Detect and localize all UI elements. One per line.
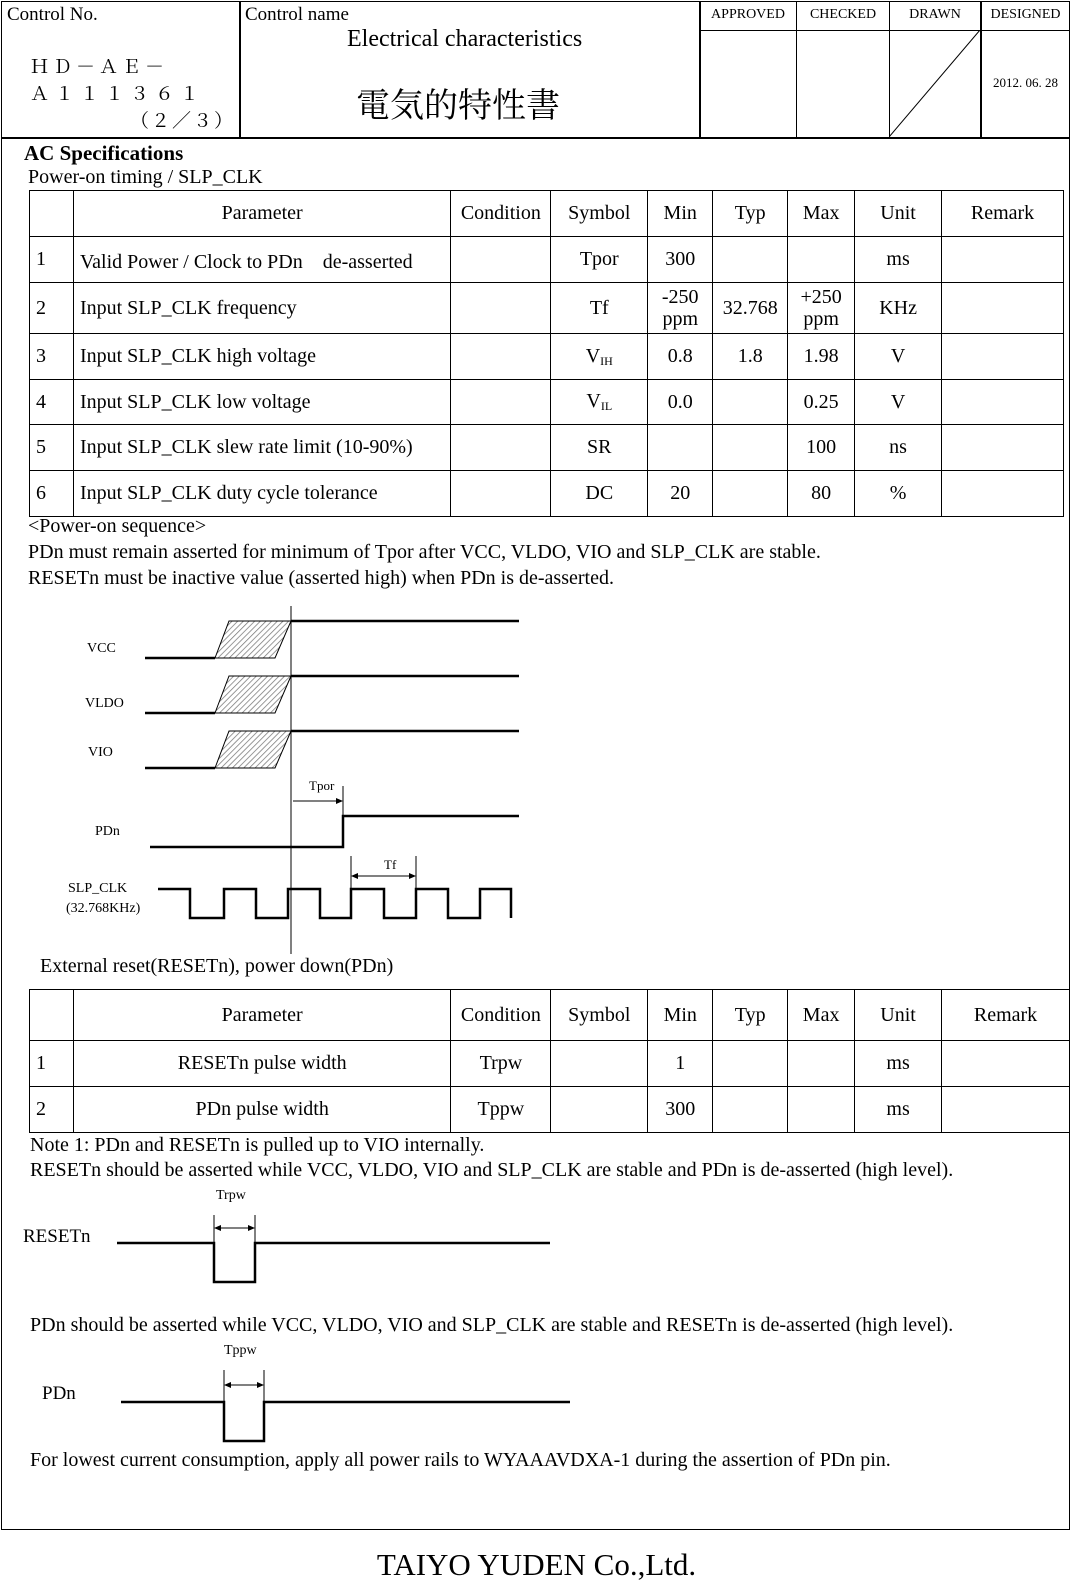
cell-min: 300 xyxy=(648,237,713,283)
cell-max: 80 xyxy=(788,471,855,517)
symbol-subscript: IL xyxy=(600,399,613,413)
designed-date: 2012. 06. 28 xyxy=(993,75,1058,90)
header-cell: Condition xyxy=(451,191,551,237)
header-cell: Symbol xyxy=(551,191,648,237)
label-tf: Tf xyxy=(384,857,397,872)
label-slp-clk: SLP_CLK xyxy=(68,881,128,896)
table-header-row xyxy=(30,990,1070,1041)
cell-min xyxy=(648,425,713,471)
cell-symbol: Tpor xyxy=(551,237,648,283)
cell-unit: % xyxy=(855,471,942,517)
table-row xyxy=(30,471,1064,517)
header-cell: Min xyxy=(648,191,713,237)
cell-remark xyxy=(942,283,1064,334)
cell-typ xyxy=(713,380,788,425)
control-no-label: Control No. xyxy=(7,4,98,25)
cell-min: 0.8 xyxy=(648,334,713,380)
cell-unit: ns xyxy=(855,425,942,471)
header-col-line xyxy=(239,1,241,138)
cell-condition xyxy=(451,283,551,334)
header-cell: Symbol xyxy=(551,990,648,1041)
cell-typ xyxy=(713,471,788,517)
cell-unit: ms xyxy=(855,1087,942,1133)
label-vcc: VCC xyxy=(87,641,116,656)
control-name-label: Control name xyxy=(245,4,349,25)
slp-clk-waveform xyxy=(158,889,511,918)
cell-parameter: Input SLP_CLK duty cycle tolerance xyxy=(73,471,450,517)
cell-parameter: PDn pulse width xyxy=(73,1087,450,1133)
cell-min: 1 xyxy=(648,1041,713,1087)
power-on-sequence-line1: PDn must remain asserted for minimum of Tpor after VCC, VLDO, VIO and SLP_CLK are stable. xyxy=(28,541,821,563)
table-row xyxy=(30,1087,1070,1133)
label-vio: VIO xyxy=(88,745,113,760)
cell-condition: Trpw xyxy=(451,1041,551,1087)
cell-no: 2 xyxy=(30,1087,74,1133)
header-cell: Typ xyxy=(713,990,788,1041)
cell-no: 6 xyxy=(30,471,74,517)
header-cell: Parameter xyxy=(73,191,450,237)
cell-unit: ms xyxy=(855,237,942,283)
header-cell: Remark xyxy=(942,191,1064,237)
cell-remark xyxy=(942,334,1064,380)
designed-label: DESIGNED xyxy=(990,7,1061,22)
cell-max: 100 xyxy=(788,425,855,471)
table-row xyxy=(30,1041,1070,1087)
header-cell: Remark xyxy=(942,990,1070,1041)
table-row xyxy=(30,334,1064,380)
cell-parameter: Input SLP_CLK low voltage xyxy=(73,380,450,425)
label-trpw: Trpw xyxy=(216,1188,246,1203)
cell-parameter: Input SLP_CLK frequency xyxy=(73,283,450,334)
title-en: Electrical characteristics xyxy=(347,26,583,52)
cell-remark xyxy=(942,1041,1070,1087)
cell-typ xyxy=(713,1087,788,1133)
cell-symbol xyxy=(551,380,648,425)
note-1: Note 1: PDn and RESETn is pulled up to VIO internally. xyxy=(30,1134,485,1156)
cell-max xyxy=(788,237,855,283)
cell-unit: V xyxy=(855,380,942,425)
cell-no: 1 xyxy=(30,1041,74,1087)
cell-min: 300 xyxy=(648,1087,713,1133)
header-row-line xyxy=(699,30,1070,31)
header-cell: Condition xyxy=(451,990,551,1041)
header-cell: Min xyxy=(648,990,713,1041)
control-no-page: （２／３） xyxy=(130,111,236,132)
resetn-timing-diagram xyxy=(110,1210,560,1290)
cell-no: 3 xyxy=(30,334,74,380)
cell-typ xyxy=(713,1041,788,1087)
header-cell: Max xyxy=(788,191,855,237)
header-cell xyxy=(30,191,74,237)
title-jp: 電気的特性書 xyxy=(356,86,560,126)
resetn-waveform xyxy=(117,1243,550,1282)
table-row xyxy=(30,425,1064,471)
reset-powerdown-table xyxy=(29,989,1070,1133)
cell-no: 4 xyxy=(30,380,74,425)
header-cell: Unit xyxy=(855,191,942,237)
note-lowest-current: For lowest current consumption, apply all power rails to WYAAAVDXA-1 during the assertion of PDn pin. xyxy=(30,1449,891,1471)
pdn-waveform xyxy=(150,816,519,847)
cell-symbol xyxy=(551,334,648,380)
cell-max: 1.98 xyxy=(788,334,855,380)
vcc-rise-region xyxy=(215,621,291,658)
cell-remark xyxy=(942,425,1064,471)
header-cell: Parameter xyxy=(73,990,450,1041)
power-on-sequence-line2: RESETn must be inactive value (asserted high) when PDn is de-asserted. xyxy=(28,567,614,589)
cell-symbol: SR xyxy=(551,425,648,471)
pdn-timing-diagram xyxy=(115,1365,575,1450)
label-vldo: VLDO xyxy=(85,696,124,711)
header-cell: Typ xyxy=(713,191,788,237)
cell-condition xyxy=(451,334,551,380)
cell-condition xyxy=(451,380,551,425)
cell-condition xyxy=(451,425,551,471)
header-cell: Max xyxy=(788,990,855,1041)
symbol-vil: $V_{IL}$ xyxy=(586,390,613,413)
cell-typ: 32.768 xyxy=(713,283,788,334)
header-cell: Unit xyxy=(855,990,942,1041)
cell-condition xyxy=(451,237,551,283)
table-row xyxy=(30,283,1064,334)
cell-min: -250 ppm xyxy=(648,283,713,334)
table-row xyxy=(30,237,1064,283)
section-title: AC Specifications xyxy=(24,141,184,165)
symbol-vih: $V_{IH}$ xyxy=(585,344,613,368)
cell-parameter: Input SLP_CLK high voltage xyxy=(73,334,450,380)
cell-max: 0.25 xyxy=(788,380,855,425)
symbol-subscript: IH xyxy=(600,353,613,368)
pdn-pulse-waveform xyxy=(121,1402,570,1441)
cell-condition: Tppw xyxy=(451,1087,551,1133)
power-on-timing-table xyxy=(29,190,1064,517)
cell-symbol xyxy=(551,1087,648,1133)
vio-rise-region xyxy=(215,731,291,768)
cell-no: 2 xyxy=(30,283,74,334)
cell-max: +250 ppm xyxy=(788,283,855,334)
cell-symbol xyxy=(551,1041,648,1087)
label-tppw: Tppw xyxy=(224,1343,257,1358)
cell-max xyxy=(788,1041,855,1087)
drawn-diagonal xyxy=(889,30,981,138)
control-no-line1: ＨＤ－ＡＥ－ xyxy=(30,57,169,78)
label-tpor: Tpor xyxy=(309,778,335,793)
cell-min: 0.0 xyxy=(648,380,713,425)
subtitle-external-reset: External reset(RESETn), power down(PDn) xyxy=(40,955,394,977)
table-header-row xyxy=(30,191,1064,237)
cell-typ xyxy=(713,425,788,471)
note-resetn: RESETn should be asserted while VCC, VLDO, VIO and SLP_CLK are stable and PDn is de-asserted (high level). xyxy=(30,1159,954,1181)
label-slp-clk-freq: (32.768KHz) xyxy=(66,901,141,916)
cell-remark xyxy=(942,1087,1070,1133)
subtitle-power-on: Power-on timing / SLP_CLK xyxy=(28,166,263,188)
power-on-sequence-heading: <Power-on sequence> xyxy=(28,515,207,537)
cell-unit: KHz xyxy=(855,283,942,334)
cell-symbol: DC xyxy=(551,471,648,517)
control-no-line2: Ａ１１１３６１ xyxy=(30,84,206,105)
cell-no: 5 xyxy=(30,425,74,471)
label-resetn: RESETn xyxy=(23,1226,91,1247)
company-footer: TAIYO YUDEN Co.,Ltd. xyxy=(376,1547,697,1582)
table-row xyxy=(30,380,1064,425)
cell-typ xyxy=(713,237,788,283)
cell-condition xyxy=(451,471,551,517)
cell-min: 20 xyxy=(648,471,713,517)
cell-typ: 1.8 xyxy=(713,334,788,380)
approved-label: APPROVED xyxy=(711,7,785,22)
cell-remark xyxy=(942,237,1064,283)
header-cell xyxy=(30,990,74,1041)
cell-parameter: Input SLP_CLK slew rate limit (10-90%) xyxy=(73,425,450,471)
cell-parameter: Valid Power / Clock to PDn de-asserted xyxy=(73,237,450,283)
cell-remark xyxy=(942,471,1064,517)
cell-unit: V xyxy=(855,334,942,380)
cell-remark xyxy=(942,380,1064,425)
cell-unit: ms xyxy=(855,1041,942,1087)
note-pdn: PDn should be asserted while VCC, VLDO, VIO and SLP_CLK are stable and RESETn is de-asserted (high level). xyxy=(30,1314,954,1336)
cell-max xyxy=(788,1087,855,1133)
label-pdn-pulse: PDn xyxy=(42,1383,76,1404)
cell-symbol: Tf xyxy=(551,283,648,334)
cell-parameter: RESETn pulse width xyxy=(73,1041,450,1087)
checked-label: CHECKED xyxy=(809,7,877,22)
label-pdn: PDn xyxy=(95,824,120,839)
vldo-rise-region xyxy=(215,676,291,713)
drawn-label: DRAWN xyxy=(909,7,961,22)
cell-no: 1 xyxy=(30,237,74,283)
